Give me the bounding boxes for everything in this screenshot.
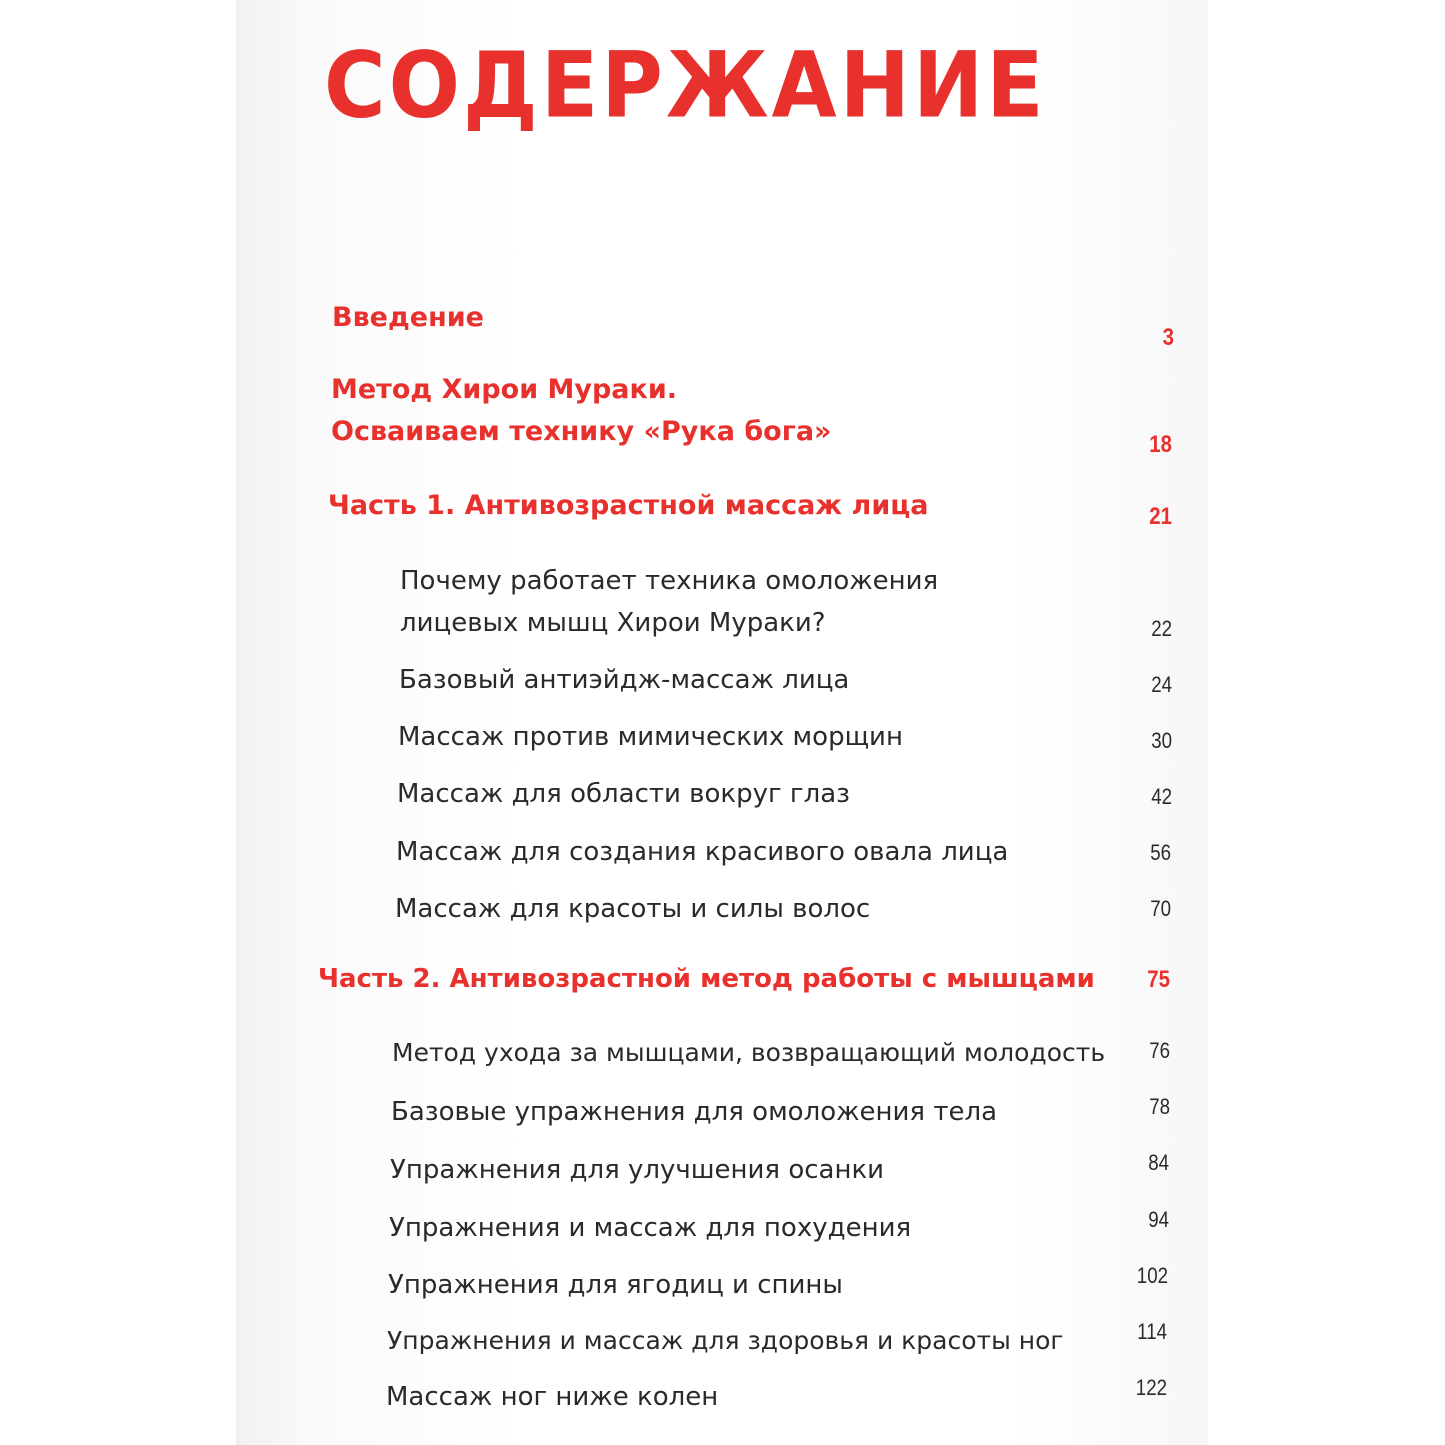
toc-subentry-title: Базовый антиэйдж-массаж лица — [399, 665, 850, 695]
toc-page-number: 122 — [1135, 1375, 1167, 1400]
toc-subentry — [398, 716, 903, 758]
toc-subentry-title: Массаж для создания красивого овала лица — [396, 837, 1009, 867]
toc-subentry-title-line-1: Почему работает техника омоложения — [400, 566, 939, 596]
toc-subentry — [390, 1149, 884, 1191]
toc-entry-title: Введение — [332, 302, 484, 333]
toc-subentry-title: Упражнения для ягодиц и спины — [388, 1270, 843, 1300]
toc-subentry — [388, 1264, 843, 1306]
toc-subentry — [392, 1032, 1105, 1074]
toc-subentry-title: Массаж для области вокруг глаз — [397, 779, 850, 809]
toc-entry-part-2 — [318, 958, 1095, 1000]
toc-entry-title-line-1: Метод Хирои Мураки. — [331, 374, 678, 405]
toc-page-number: 78 — [1149, 1094, 1170, 1119]
toc-subentry — [391, 1091, 997, 1133]
toc-page-number: 22 — [1151, 616, 1172, 641]
toc-subentry-title: Массаж против мимических морщин — [398, 722, 903, 752]
toc-subentry-title: Упражнения и массаж для здоровья и красоты ног — [387, 1326, 1064, 1355]
toc-page-number: 3 — [1162, 324, 1174, 351]
toc-page-number: 42 — [1151, 784, 1172, 809]
page-title: СОДЕРЖАНИЕ — [324, 32, 1047, 139]
toc-page-number: 21 — [1149, 503, 1172, 530]
toc-entry-title: Часть 2. Антивозрастной метод работы с мышцами — [318, 964, 1095, 994]
toc-subentry — [397, 773, 850, 815]
toc-subentry-title: Базовые упражнения для омоложения тела — [391, 1097, 998, 1127]
toc-entry-title: Часть 1. Антивозрастной массаж лица — [328, 490, 929, 521]
toc-page-number: 18 — [1149, 431, 1172, 458]
toc-subentry-title: Массаж ног ниже колен — [386, 1382, 719, 1412]
toc-page-number: 30 — [1151, 728, 1172, 753]
toc-page-number: 70 — [1150, 896, 1171, 921]
toc-subentry — [396, 831, 1008, 873]
toc-entry-title-line-2: Осваиваем технику «Рука бога» — [331, 416, 832, 447]
toc-page-number: 56 — [1150, 840, 1171, 865]
toc-page-number: 75 — [1147, 966, 1170, 993]
toc-subentry-title: Упражнения и массаж для похудения — [389, 1213, 912, 1243]
toc-page-number: 84 — [1148, 1150, 1169, 1175]
toc-subentry — [389, 1207, 911, 1249]
toc-subentry-title: Массаж для красоты и силы волос — [395, 894, 871, 924]
toc-subentry-title-line-2: лицевых мышц Хирои Мураки? — [400, 608, 826, 638]
toc-subentry — [399, 659, 849, 701]
toc-page-number: 114 — [1137, 1319, 1167, 1344]
toc-page-number: 24 — [1151, 672, 1172, 697]
toc-page-number: 94 — [1148, 1207, 1169, 1232]
toc-subentry-title: Упражнения для улучшения осанки — [390, 1155, 885, 1185]
toc-entry-introduction — [332, 297, 484, 339]
book-page — [236, 0, 1208, 1445]
toc-page-number: 76 — [1149, 1038, 1170, 1063]
toc-subentry — [387, 1320, 1064, 1362]
toc-entry-method — [331, 369, 832, 453]
toc-subentry — [386, 1376, 718, 1418]
toc-subentry — [395, 888, 870, 930]
toc-entry-part-1 — [328, 485, 929, 527]
toc-subentry-title: Метод ухода за мышцами, возвращающий молодость — [392, 1038, 1106, 1067]
toc-subentry — [400, 560, 938, 644]
toc-page-number: 102 — [1136, 1263, 1168, 1288]
